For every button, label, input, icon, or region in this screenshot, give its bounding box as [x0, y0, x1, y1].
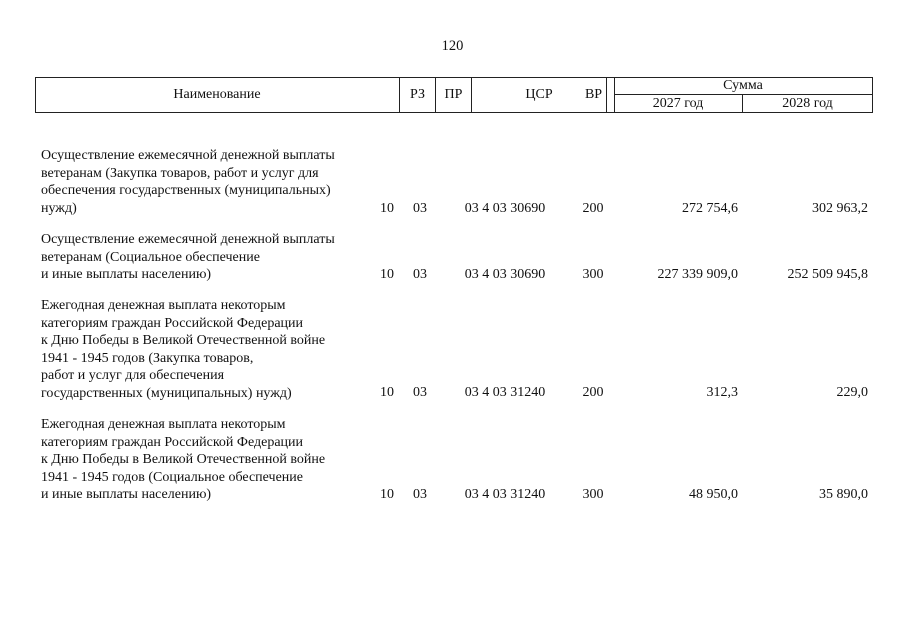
- row-pr: 03: [413, 384, 427, 400]
- table-row: [0, 231, 905, 283]
- row-name-line: Осуществление ежемесячной денежной выплаты: [41, 232, 335, 247]
- header-rz: РЗ: [400, 77, 436, 112]
- row-csr: 03 4 03 30690: [464, 200, 546, 216]
- row-rz: 10: [380, 486, 394, 502]
- row-name-line: Осуществление ежемесячной денежной выплаты: [41, 148, 335, 163]
- header-csr: ЦСР: [472, 77, 607, 112]
- row-name-line: государственных (муниципальных) нужд): [41, 385, 292, 401]
- table-header: [35, 77, 873, 113]
- row-name-line: и иные выплаты населению): [41, 487, 212, 502]
- row-name-line: Ежегодная денежная выплата некоторым: [41, 298, 286, 313]
- row-name-line: к Дню Победы в Великой Отечественной войне: [41, 452, 326, 467]
- row-name-line: 1941 - 1945 годов (Социальное обеспечение: [41, 469, 303, 485]
- row-csr: 03 4 03 30690: [464, 266, 546, 282]
- row-name-line: категориям граждан Российской Федерации: [41, 434, 304, 450]
- table-row: [0, 147, 905, 217]
- row-name-line: категориям граждан Российской Федерации: [41, 315, 304, 331]
- row-name-line: ветеранам (Закупка товаров, работ и услуг для: [41, 165, 319, 181]
- header-vr: ВР: [573, 77, 615, 112]
- row-pr: 03: [413, 486, 427, 502]
- row-sum-2027: 48 950,0: [689, 486, 738, 502]
- row-name-line: обеспечения государственных (муниципальных): [41, 183, 331, 198]
- row-sum-2028: 229,0: [836, 384, 868, 400]
- row-name-line: к Дню Победы в Великой Отечественной войне: [41, 333, 326, 348]
- row-vr: 200: [582, 384, 604, 400]
- table-row: [0, 297, 905, 401]
- row-rz: 10: [380, 384, 394, 400]
- row-name: [41, 416, 371, 504]
- row-name-line: и иные выплаты населению): [41, 267, 212, 282]
- row-name: [41, 297, 371, 402]
- header-pr: ПР: [436, 77, 472, 112]
- header-summa-title: Сумма: [614, 77, 872, 95]
- header-summa: [614, 77, 872, 112]
- row-pr: 03: [413, 266, 427, 282]
- header-year-2027: 2027 год: [614, 95, 743, 112]
- header-name: Наименование: [35, 77, 400, 112]
- row-name-line: нужд): [41, 200, 77, 216]
- row-name-line: ветеранам (Социальное обеспечение: [41, 249, 260, 265]
- row-rz: 10: [380, 200, 394, 216]
- page-number: 120: [441, 38, 464, 54]
- row-name-line: работ и услуг для обеспечения: [41, 368, 225, 383]
- row-sum-2028: 252 509 945,8: [787, 266, 868, 282]
- row-vr: 300: [582, 266, 604, 282]
- row-name-line: 1941 - 1945 годов (Закупка товаров,: [41, 350, 254, 366]
- row-name: [41, 147, 371, 217]
- row-sum-2028: 302 963,2: [812, 200, 868, 216]
- table-row: [0, 416, 905, 503]
- row-vr: 300: [582, 486, 604, 502]
- header-year-2028: 2028 год: [782, 96, 833, 111]
- row-sum-2027: 312,3: [706, 384, 738, 400]
- row-rz: 10: [380, 266, 394, 282]
- row-csr: 03 4 03 31240: [464, 384, 546, 400]
- row-vr: 200: [582, 200, 604, 216]
- row-sum-2028: 35 890,0: [819, 486, 868, 502]
- row-csr: 03 4 03 31240: [464, 486, 546, 502]
- row-pr: 03: [413, 200, 427, 216]
- row-name: [41, 231, 371, 284]
- row-name-line: Ежегодная денежная выплата некоторым: [41, 417, 286, 432]
- row-sum-2027: 272 754,6: [682, 200, 738, 216]
- row-sum-2027: 227 339 909,0: [657, 266, 738, 282]
